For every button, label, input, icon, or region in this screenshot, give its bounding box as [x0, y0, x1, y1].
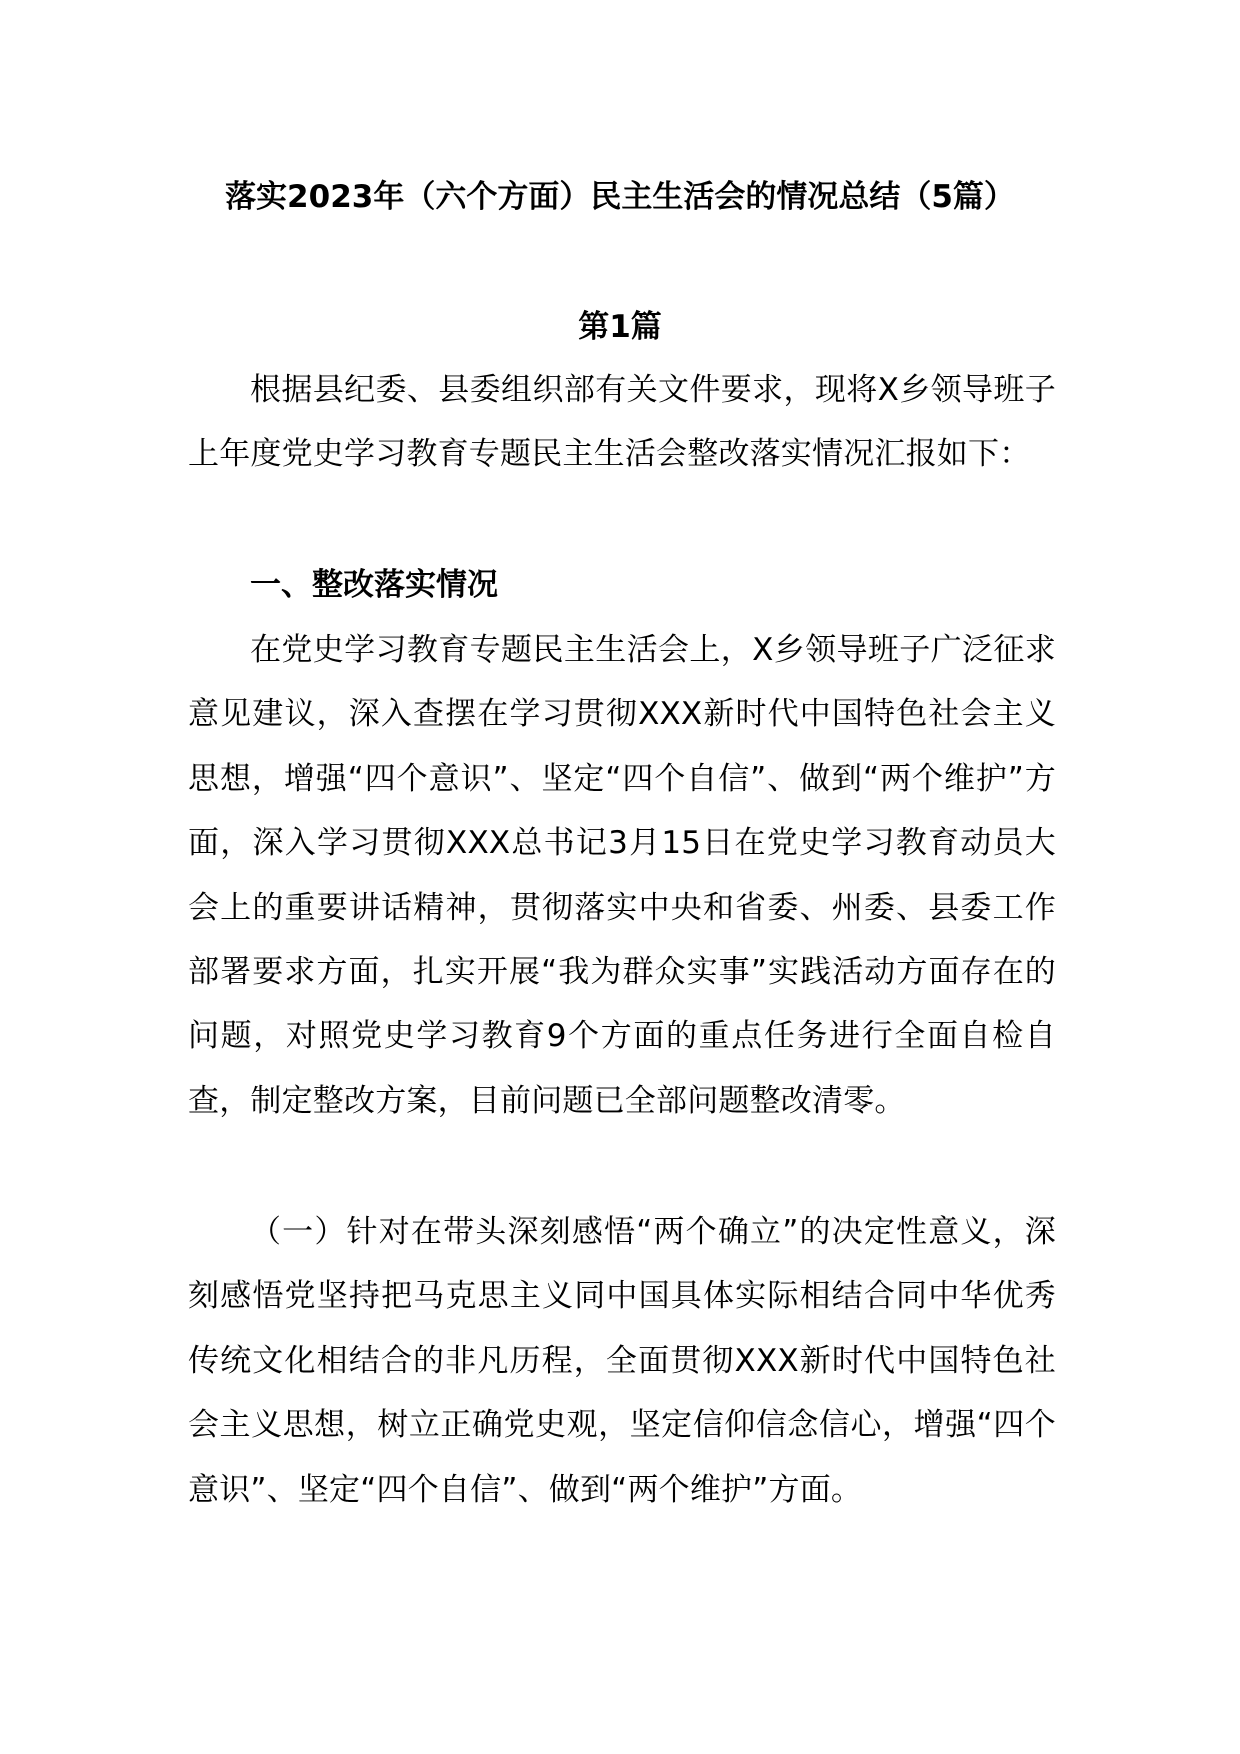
intro-paragraph: 根据县纪委、县委组织部有关文件要求，现将X乡领导班子上年度党史学习教育专题民主生活会整改落实情况汇报如下： [188, 372, 1056, 473]
item-one-paragraph: （一）针对在带头深刻感悟“两个确立”的决定性意义，深刻感悟党坚持把马克思主义同中国具体实际相结合同中华优秀传统文化相结合的非凡历程，全面贯彻XXX新时代中国特色社会主义思想，树立正确党史观，坚定信仰信念信心，增强“四个意识”、坚定“四个自信”、做到“两个维护”方面。 [188, 1214, 1056, 1508]
section-body-paragraph: 在党史学习教育专题民主生活会上，X乡领导班子广泛征求意见建议，深入查摆在学习贯彻XXX新时代中国特色社会主义思想，增强“四个意识”、坚定“四个自信”、做到“两个维护”方面，深入学习贯彻XXX总书记3月15日在党史学习教育动员大会上的重要讲话精神，贯彻落实中央和省委、州委、县委工作部署要求方面，扎实开展“我为群众实事”实践活动方面存在的问题，对照党史学习教育9个方面的重点任务进行全面自检自查，制定整改方案，目前问题已全部问题整改清零。 [188, 632, 1056, 1119]
section-heading: 一、整改落实情况 [250, 567, 498, 603]
part-title: 第1篇 [578, 309, 662, 345]
document-title: 落实2023年（六个方面）民主生活会的情况总结（5篇） [225, 179, 1015, 215]
